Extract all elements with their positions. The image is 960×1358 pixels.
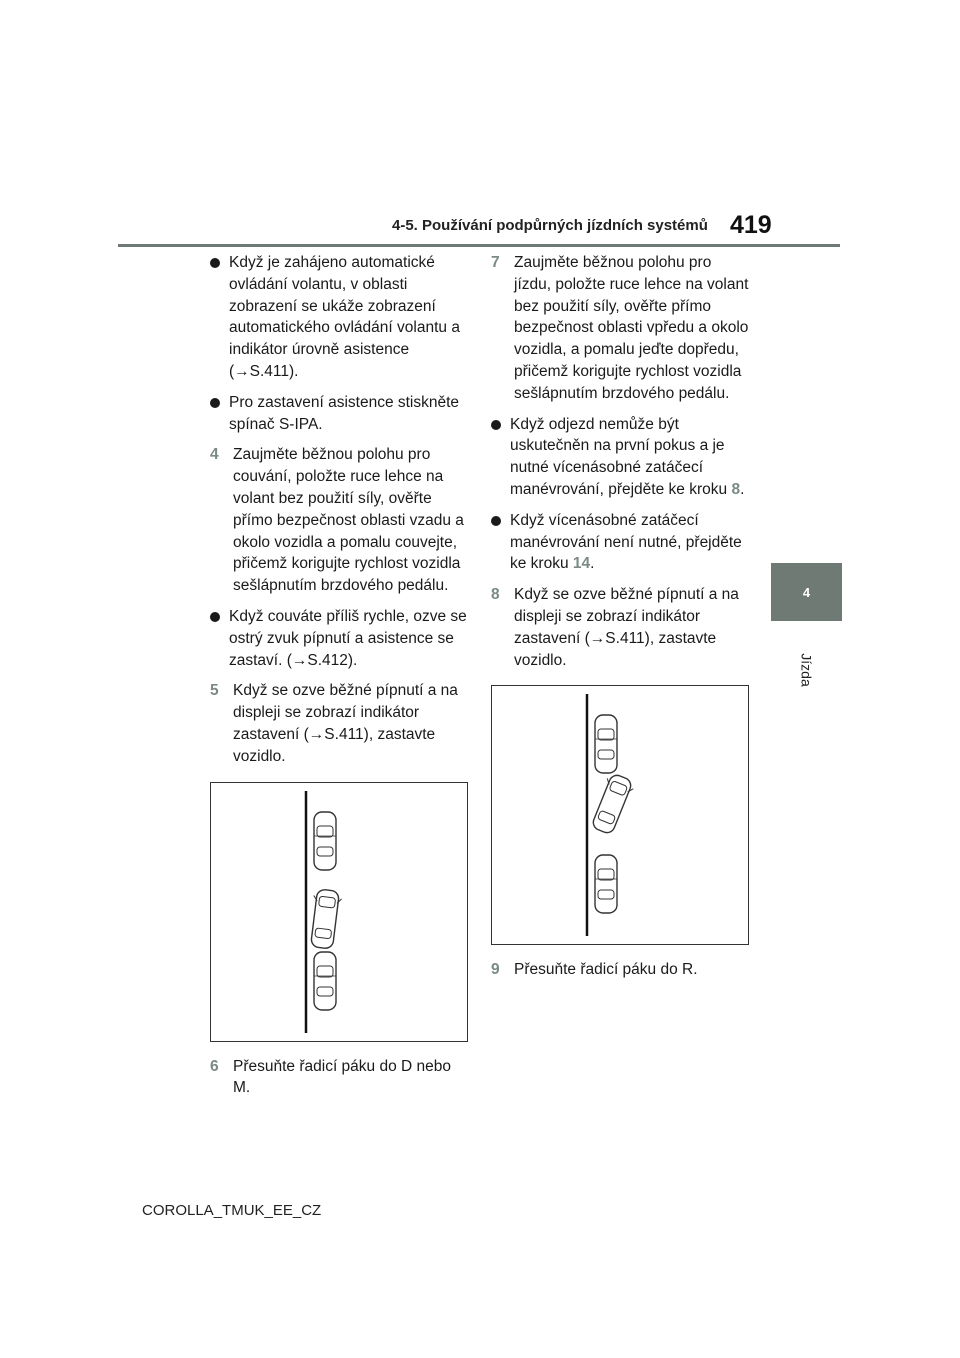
chapter-number: 4	[802, 584, 811, 600]
step-7	[489, 252, 751, 405]
parked-car-front-icon	[314, 812, 336, 870]
bullet-no-multi-maneuver: Když vícenásobné zatáčecí manévrování není nutné, přejděte ke kroku 14.	[489, 510, 751, 575]
parking-illustration	[492, 686, 748, 944]
bullet-multi-maneuver: Když odjezd nemůže být uskutečněn na první pokus a je nutné vícenásobné zatáčecí manévrování, přejděte ke kroku 8.	[489, 414, 751, 501]
chapter-label-text: Jízda	[799, 653, 815, 687]
bullet-stop-assist: Pro zastavení asistence stiskněte spínač S-IPA.	[208, 392, 470, 436]
step-5	[208, 680, 470, 767]
step-6	[208, 1056, 470, 1100]
step-number: 5	[210, 682, 219, 700]
bullet-auto-steering: Když je zahájeno automatické ovládání volantu, v oblasti zobrazení se ukáže zobrazení automatického ovládání volantu a indikátor úrovně asistence (→S.411).	[208, 252, 470, 383]
step-8	[489, 584, 751, 671]
step-reference: 14	[572, 555, 591, 573]
parked-car-rear-icon	[314, 952, 336, 1010]
own-car-icon	[308, 888, 343, 949]
header-divider	[118, 244, 840, 247]
parked-car-rear-icon	[595, 855, 617, 913]
parked-car-front-icon	[595, 715, 617, 773]
step-4	[208, 444, 470, 597]
bullet-too-fast: Když couváte příliš rychle, ozve se ostrý zvuk pípnutí a asistence se zastaví. (→S.412).	[208, 606, 470, 671]
parking-diagram-forward	[491, 685, 749, 945]
section-title: 4-5. Používání podpůrných jízdních systémů	[392, 217, 708, 234]
chapter-tab[interactable]	[771, 563, 842, 621]
step-text: Přesuňte řadicí páku do R.	[514, 961, 698, 979]
step-text: Když se ozve běžné pípnutí a na displeji se zobrazí indikátor zastavení (→S.411), zastavte vozidlo.	[233, 682, 458, 765]
step-9	[489, 959, 751, 981]
step-text: Když se ozve běžné pípnutí a na displeji se zobrazí indikátor zastavení (→S.411), zastavte vozidlo.	[514, 586, 739, 669]
right-column	[489, 252, 751, 990]
bullet-text: Když odjezd nemůže být uskutečněn na první pokus a je nutné vícenásobné zatáčecí manévrování, přejděte ke kroku	[510, 415, 728, 498]
step-text: Zaujměte běžnou polohu pro jízdu, položte ruce lehce na volant bez použití síly, ověřte přímo bezpečnost oblasti vpředu a okolo vozidla, a pomalu jeďte dopředu, přičemž korigujte rychlost vozidla sešlápnutím brzdového pedálu.	[514, 254, 749, 402]
step-number: 9	[491, 961, 500, 979]
step-number: 8	[491, 586, 500, 604]
own-car-icon	[588, 772, 636, 836]
step-reference: 8	[731, 480, 741, 498]
step-text: Zaujměte běžnou polohu pro couvání, položte ruce lehce na volant bez použití síly, ověřte přímo bezpečnost oblasti vzadu a okolo vozidla a pomalu couvejte, přičemž korigujte rychlost vozidla sešlápnutím brzdového pedálu.	[233, 446, 464, 595]
left-column	[208, 252, 470, 1108]
step-number: 6	[210, 1057, 219, 1075]
step-number: 7	[491, 254, 500, 271]
step-number: 4	[210, 446, 219, 464]
page-number: 419	[730, 211, 772, 239]
document-code: COROLLA_TMUK_EE_CZ	[142, 1202, 322, 1219]
bullet-text: Když vícenásobné zatáčecí manévrování není nutné, přejděte ke kroku	[510, 511, 742, 573]
parking-illustration	[211, 783, 467, 1041]
step-text: Přesuňte řadicí páku do D nebo M.	[233, 1057, 451, 1097]
chapter-label	[787, 640, 827, 700]
parking-diagram-reverse	[210, 782, 468, 1042]
